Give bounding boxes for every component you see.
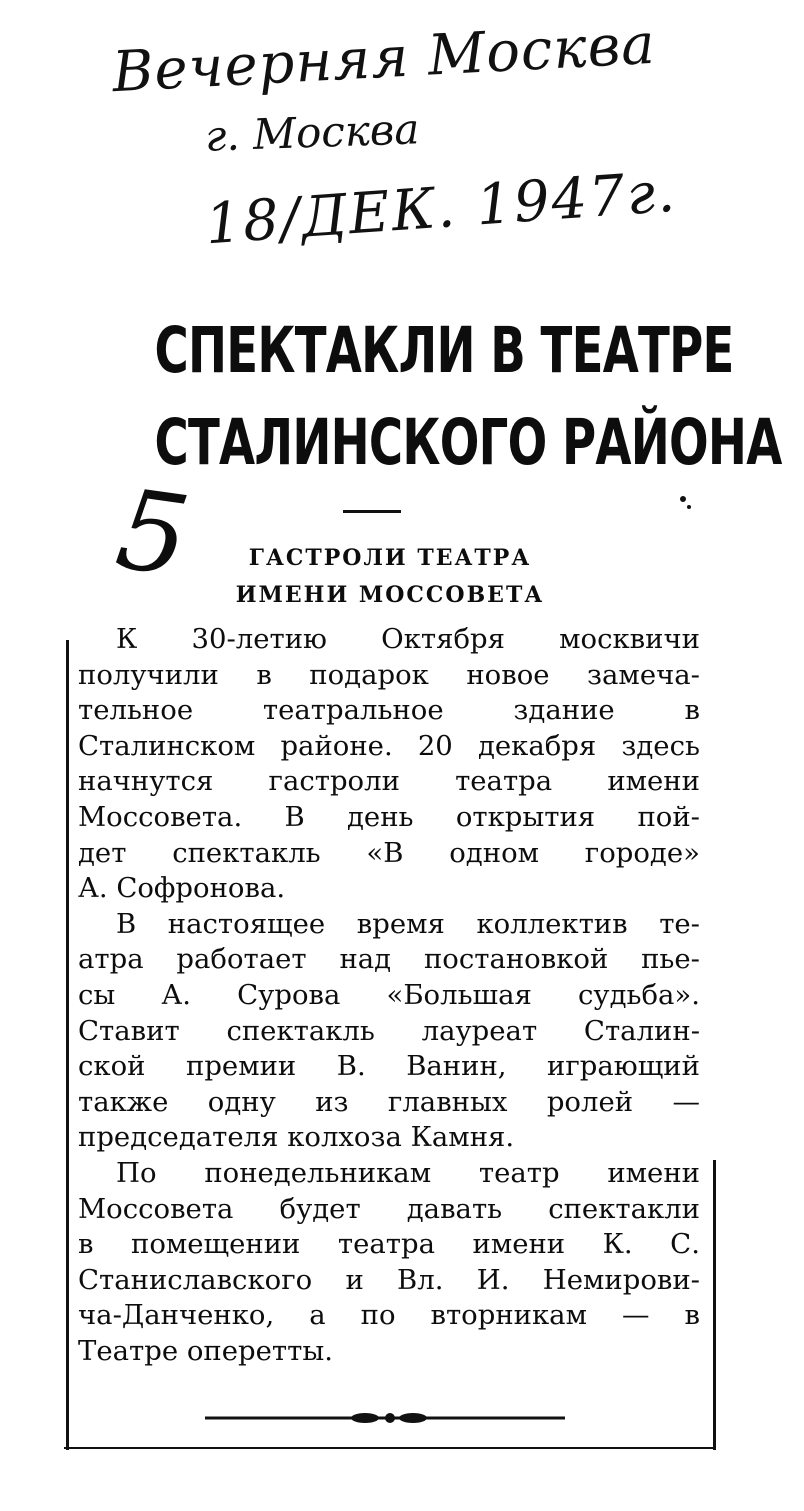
article-line: ча-Данченко, а по вторникам — в — [78, 1299, 700, 1332]
source-name-handwritten: Вечерняя Москва — [110, 11, 658, 106]
article-line: председателя колхоза Камня. — [78, 1121, 515, 1154]
print-speck — [687, 505, 691, 509]
column-rule-right — [713, 1160, 716, 1450]
article-paragraph — [78, 622, 700, 907]
article-line: также одну из главных ролей — — [78, 1085, 700, 1118]
article-line: Моссовета будет давать спектакли — [78, 1192, 700, 1225]
article-line: Ставит спектакль лауреат Сталин- — [78, 1014, 700, 1047]
article-paragraph — [78, 1156, 700, 1370]
article-line: ской премии В. Ванин, играющий — [78, 1050, 700, 1083]
subheadline-line-1: ГАСТРОЛИ ТЕАТРА — [248, 545, 532, 571]
article-line: К 30-летию Октября москвичи — [116, 623, 700, 655]
article-line: атра работает над постановкой пье- — [78, 943, 700, 976]
article-line: дет спектакль «В одном городе» — [78, 836, 700, 869]
column-rule-left — [66, 640, 69, 1450]
article-line: Театре оперетты. — [78, 1334, 333, 1367]
headline-line-2: СТАЛИНСКОГО РАЙОНА — [154, 406, 782, 479]
headline-line-1: СПЕКТАКЛИ В ТЕАТРЕ — [154, 314, 734, 387]
headline — [154, 305, 782, 489]
column-rule-bottom — [64, 1447, 716, 1449]
article-line: Станиславского и Вл. И. Немирови- — [78, 1263, 700, 1296]
article-line: А. Софронова. — [78, 872, 286, 905]
margin-mark-handwritten: 5 — [109, 464, 197, 602]
article-line: сы А. Сурова «Большая судьба». — [78, 978, 700, 1011]
separator-dash — [343, 510, 401, 513]
article-line: в помещении театра имени К. С. — [78, 1228, 700, 1261]
article-line: По понедельникам театр имени — [116, 1156, 700, 1189]
article-line: В настоящее время коллектив те- — [116, 907, 700, 940]
article-line: Сталинском районе. 20 декабря здесь — [78, 729, 700, 762]
subheadline-line-2: ИМЕНИ МОССОВЕТА — [235, 582, 545, 608]
article-body — [78, 622, 700, 1369]
article-line: начнутся гастроли театра имени — [78, 765, 700, 798]
article-line: получили в подарок новое замеча- — [78, 658, 700, 691]
article-line: Моссовета. В день открытия пой- — [78, 800, 700, 833]
source-city-handwritten: г. Москва — [204, 104, 421, 161]
print-speck — [680, 496, 686, 502]
article-line: тельное театральное здание в — [78, 694, 700, 727]
article-paragraph — [78, 907, 700, 1156]
end-ornament-rule — [205, 1413, 565, 1423]
subheadline — [200, 540, 580, 614]
source-date-handwritten: 18/ДЕК. 1947г. — [203, 159, 679, 258]
